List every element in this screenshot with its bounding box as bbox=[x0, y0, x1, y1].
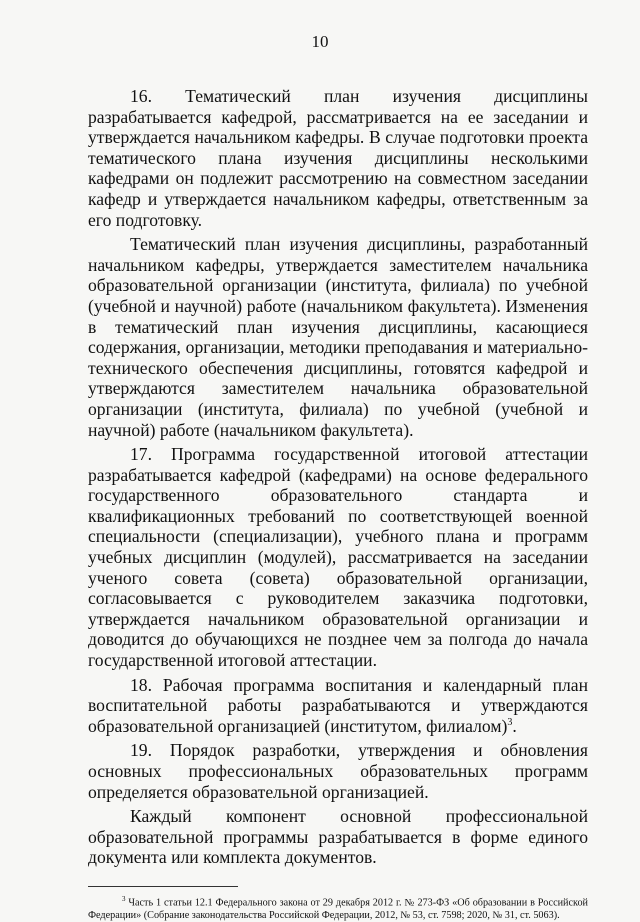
document-body bbox=[88, 86, 588, 868]
footnote-text: Часть 1 статьи 12.1 Федерального закона от 29 декабря 2012 г. № 273-ФЗ «Об образовании в Российской Федерации» (Собрание законодательства Российской Федерации, 2012, № 53, ст. 7598; 2020, № 31, ст. 5063). bbox=[88, 897, 588, 922]
footnote bbox=[88, 893, 588, 922]
paragraph-16: 16. Тематический план изучения дисциплины разрабатывается кафедрой, рассматривается на ее заседании и утверждается начальником кафедры. В случае подготовки проекта тематического плана изучения дисциплины несколькими кафедрами он подлежит рассмотрению на совместном заседании кафедр и утверждается начальником кафедры, ответственным за его подготовку. bbox=[88, 86, 588, 230]
paragraph-17: 17. Программа государственной итоговой аттестации разрабатывается кафедрой (кафедрами) на основе федерального государственного образовательного стандарта и квалификационных требований по соответствующей военной специальности (специализации), учебного плана и программ учебных дисциплин (модулей), рассматривается на заседании ученого совета (совета) образовательной организации, согласовывается с руководителем заказчика подготовки, утверждается начальником образовательной организации и доводится до обучающихся не позднее чем за полгода до начала государственной итоговой аттестации. bbox=[88, 444, 588, 671]
footnote-divider bbox=[88, 886, 238, 887]
paragraph-18-text: 18. Рабочая программа воспитания и календарный план воспитательной работы разрабатываются и утверждаются образовательной организацией (институтом, филиалом) bbox=[88, 674, 588, 736]
page-number: 10 bbox=[311, 32, 329, 51]
paragraph-19: 19. Порядок разработки, утверждения и обновления основных профессиональных образовательных программ определяется образовательной организацией. bbox=[88, 740, 588, 802]
paragraph-18 bbox=[88, 675, 588, 737]
footnote-marker: 3 bbox=[122, 894, 126, 903]
footnote-reference: 3 bbox=[507, 716, 513, 728]
paragraph-19-continued: Каждый компонент основной профессиональной образовательной программы разрабатывается в форме единого документа или комплекта документов. bbox=[88, 806, 588, 868]
paragraph-18-end: . bbox=[512, 715, 517, 736]
paragraph-16-continued: Тематический план изучения дисциплины, разработанный начальником кафедры, утверждается заместителем начальника образовательной организации (института, филиала) по учебной (учебной и научной) работе (начальником факультета). Изменения в тематический план изучения дисциплины, касающиеся содержания, организации, методики преподавания и материально-технического обеспечения дисциплины, готовятся кафедрой и утверждаются заместителем начальника образовательной организации (института, филиала) по учебной (учебной и научной) работе (начальником факультета). bbox=[88, 234, 588, 440]
